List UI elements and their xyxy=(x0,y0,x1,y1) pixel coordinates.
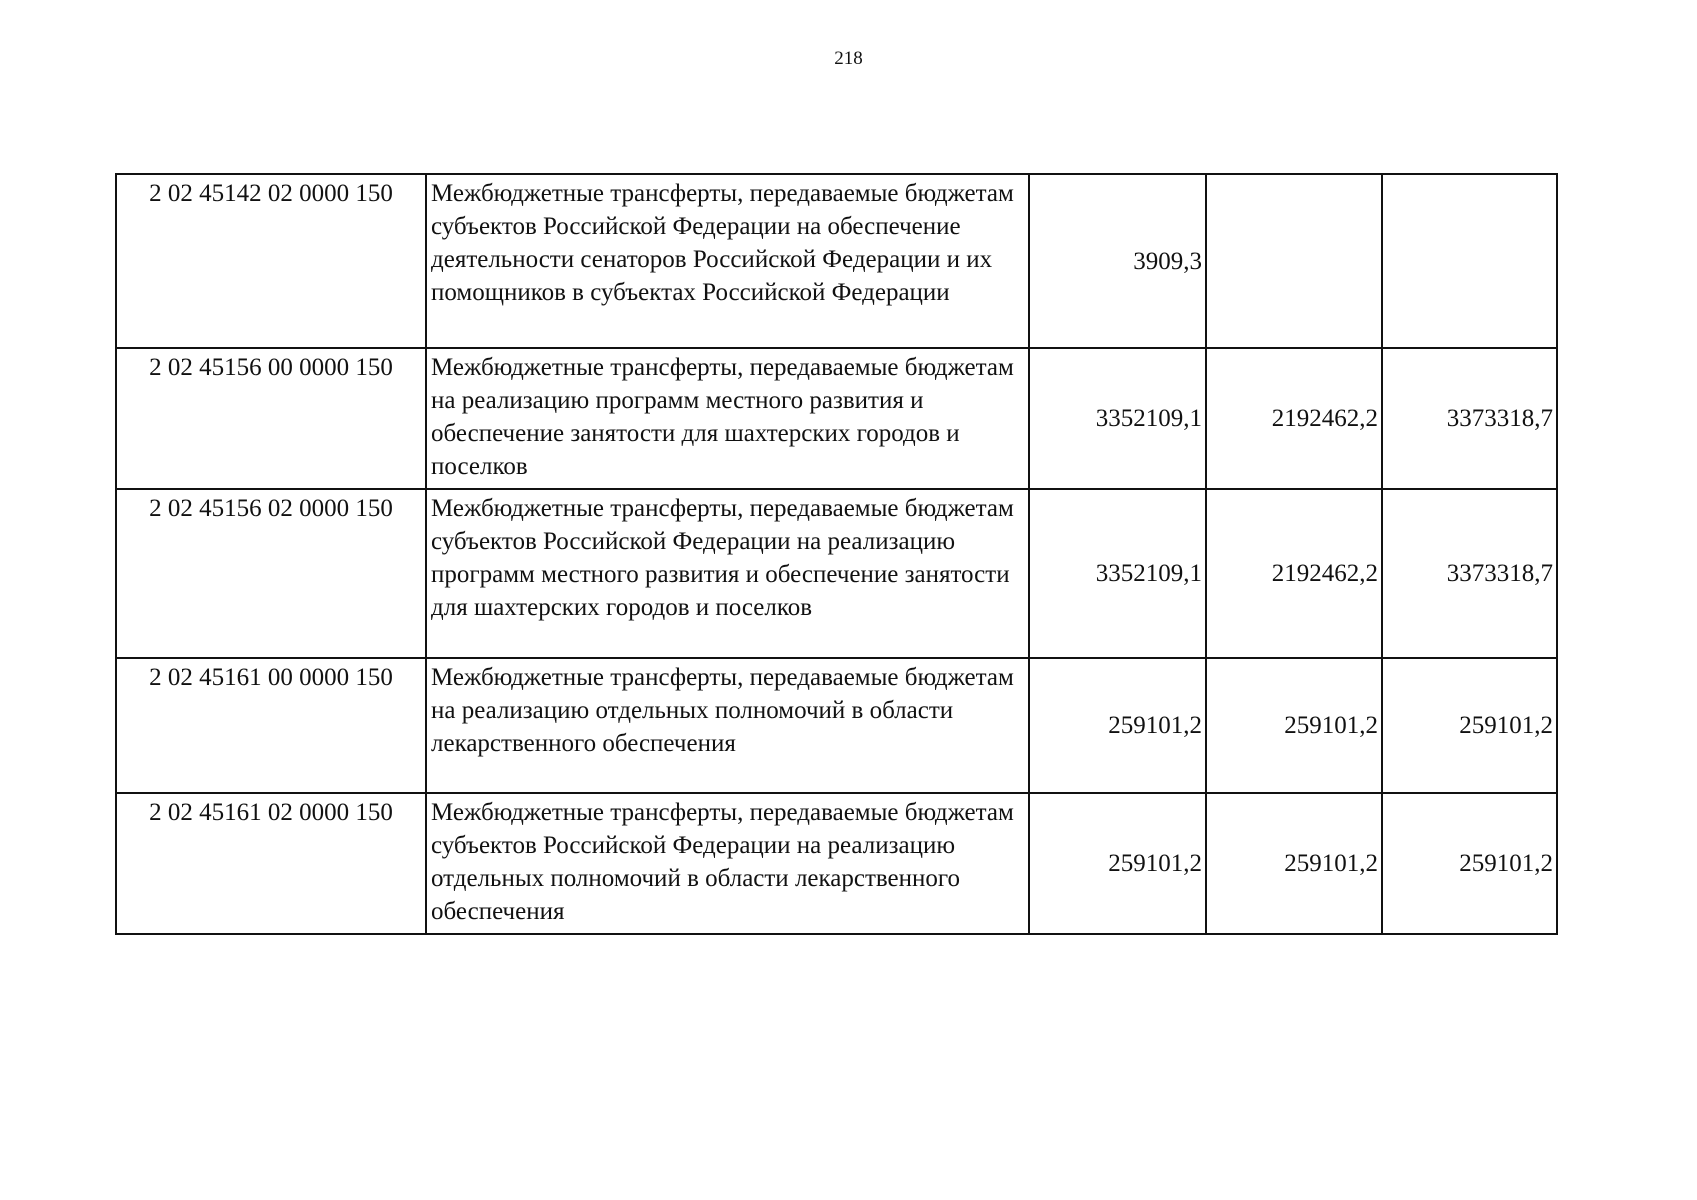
amount-year-3: 259101,2 xyxy=(1382,658,1557,793)
table-row xyxy=(116,174,1557,348)
amount-year-2: 2192462,2 xyxy=(1206,348,1382,489)
amount-year-3: 259101,2 xyxy=(1382,793,1557,934)
amount-year-1: 259101,2 xyxy=(1029,793,1206,934)
amount-year-2: 259101,2 xyxy=(1206,793,1382,934)
amount-year-3: 3373318,7 xyxy=(1382,348,1557,489)
amount-year-1: 3909,3 xyxy=(1029,174,1206,348)
amount-year-1: 259101,2 xyxy=(1029,658,1206,793)
revenue-name: Межбюджетные трансферты, передаваемые бюджетам субъектов Российской Федерации на реализацию программ местного развития и обеспечение занятости для шахтерских городов и поселков xyxy=(426,489,1029,658)
amount-year-2: 2192462,2 xyxy=(1206,489,1382,658)
revenue-code: 2 02 45156 00 0000 150 xyxy=(116,348,426,489)
table-row xyxy=(116,658,1557,793)
revenue-code: 2 02 45161 00 0000 150 xyxy=(116,658,426,793)
table-row xyxy=(116,489,1557,658)
revenue-name: Межбюджетные трансферты, передаваемые бюджетам на реализацию программ местного развития и обеспечение занятости для шахтерских городов и поселков xyxy=(426,348,1029,489)
revenue-name: Межбюджетные трансферты, передаваемые бюджетам на реализацию отдельных полномочий в области лекарственного обеспечения xyxy=(426,658,1029,793)
table-row xyxy=(116,348,1557,489)
table-row xyxy=(116,793,1557,934)
amount-year-2 xyxy=(1206,174,1382,348)
amount-year-3 xyxy=(1382,174,1557,348)
amount-year-2: 259101,2 xyxy=(1206,658,1382,793)
amount-year-1: 3352109,1 xyxy=(1029,348,1206,489)
revenue-name: Межбюджетные трансферты, передаваемые бюджетам субъектов Российской Федерации на реализацию отдельных полномочий в области лекарственного обеспечения xyxy=(426,793,1029,934)
revenue-name: Межбюджетные трансферты, передаваемые бюджетам субъектов Российской Федерации на обеспечение деятельности сенаторов Российской Федерации и их помощников в субъектах Российской Федерации xyxy=(426,174,1029,348)
amount-year-1: 3352109,1 xyxy=(1029,489,1206,658)
revenue-code: 2 02 45156 02 0000 150 xyxy=(116,489,426,658)
budget-table xyxy=(115,173,1558,935)
amount-year-3: 3373318,7 xyxy=(1382,489,1557,658)
revenue-code: 2 02 45142 02 0000 150 xyxy=(116,174,426,348)
revenue-code: 2 02 45161 02 0000 150 xyxy=(116,793,426,934)
page-number: 218 xyxy=(834,48,863,69)
